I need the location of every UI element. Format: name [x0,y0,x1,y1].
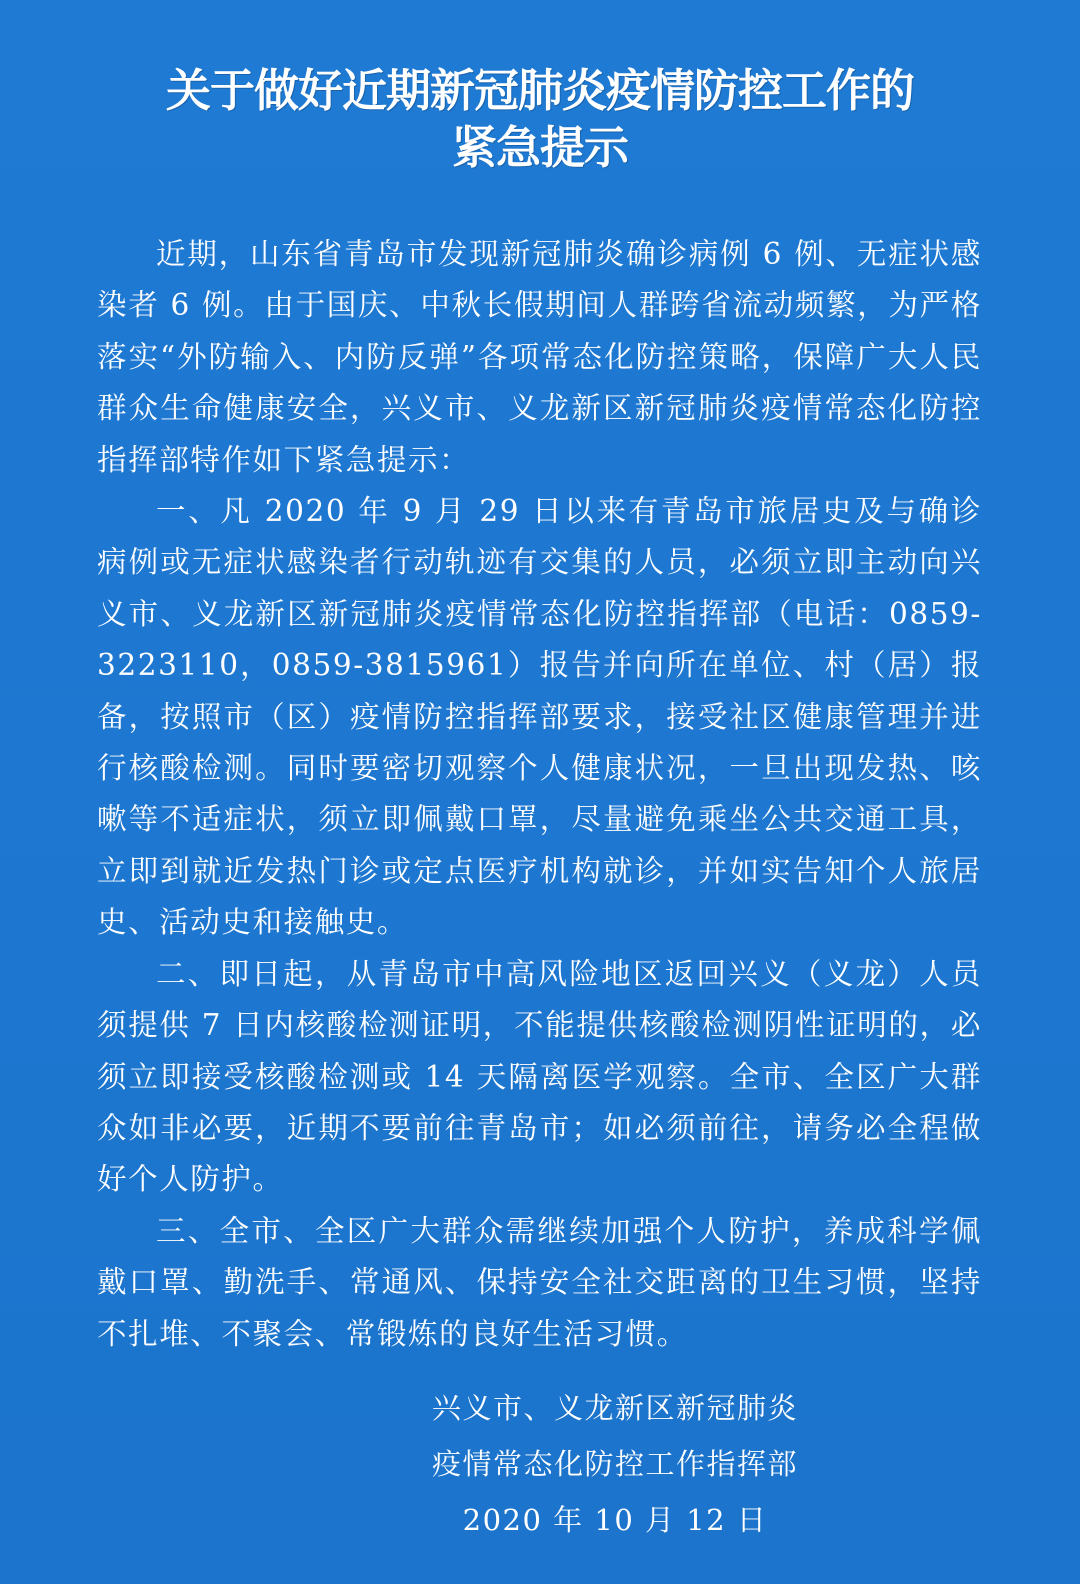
notice-title [0,62,1080,176]
intro-paragraph: 近期，山东省青岛市发现新冠肺炎确诊病例 6 例、无症状感染者 6 例。由于国庆、中秋长假期间人群跨省流动频繁，为严格落实“外防输入、内防反弹”各项常态化防控策略，保障广大人民群众生命健康安全，兴义市、义龙新区新冠肺炎疫情常态化防控指挥部特作如下紧急提示： [97,237,982,477]
signature-org-line-2: 疫情常态化防控工作指挥部 [431,1447,798,1481]
signature-block [380,1380,850,1548]
signature-date: 2020 年 10 月 12 日 [462,1503,768,1537]
signature-org-line-1: 兴义市、义龙新区新冠肺炎 [431,1391,798,1425]
notice-body [97,229,982,1360]
title-line-2: 紧急提示 [451,121,628,174]
item-one-paragraph: 一、凡 2020 年 9 月 29 日以来有青岛市旅居史及与确诊病例或无症状感染者行动轨迹有交集的人员，必须立即主动向兴义市、义龙新区新冠肺炎疫情常态化防控指挥部（电话：0859-3223110，0859-3815961）报告并向所在单位、村（居）报备，按照市（区）疫情防控指挥部要求，接受社区健康管理并进行核酸检测。同时要密切观察个人健康状况，一旦出现发热、咳嗽等不适症状，须立即佩戴口罩，尽量避免乘坐公共交通工具，立即到就近发热门诊或定点医疗机构就诊，并如实告知个人旅居史、活动史和接触史。 [97,494,982,940]
title-line-1: 关于做好近期新冠肺炎疫情防控工作的 [165,64,914,117]
item-three-paragraph: 三、全市、全区广大群众需继续加强个人防护，养成科学佩戴口罩、勤洗手、常通风、保持安全社交距离的卫生习惯，坚持不扎堆、不聚会、常锻炼的良好生活习惯。 [97,1213,982,1351]
item-two-paragraph: 二、即日起，从青岛市中高风险地区返回兴义（义龙）人员须提供 7 日内核酸检测证明，不能提供核酸检测阴性证明的，必须立即接受核酸检测或 14 天隔离医学观察。全市、全区广大群众如非必要，近期不要前往青岛市；如必须前往，请务必全程做好个人防护。 [97,956,982,1197]
